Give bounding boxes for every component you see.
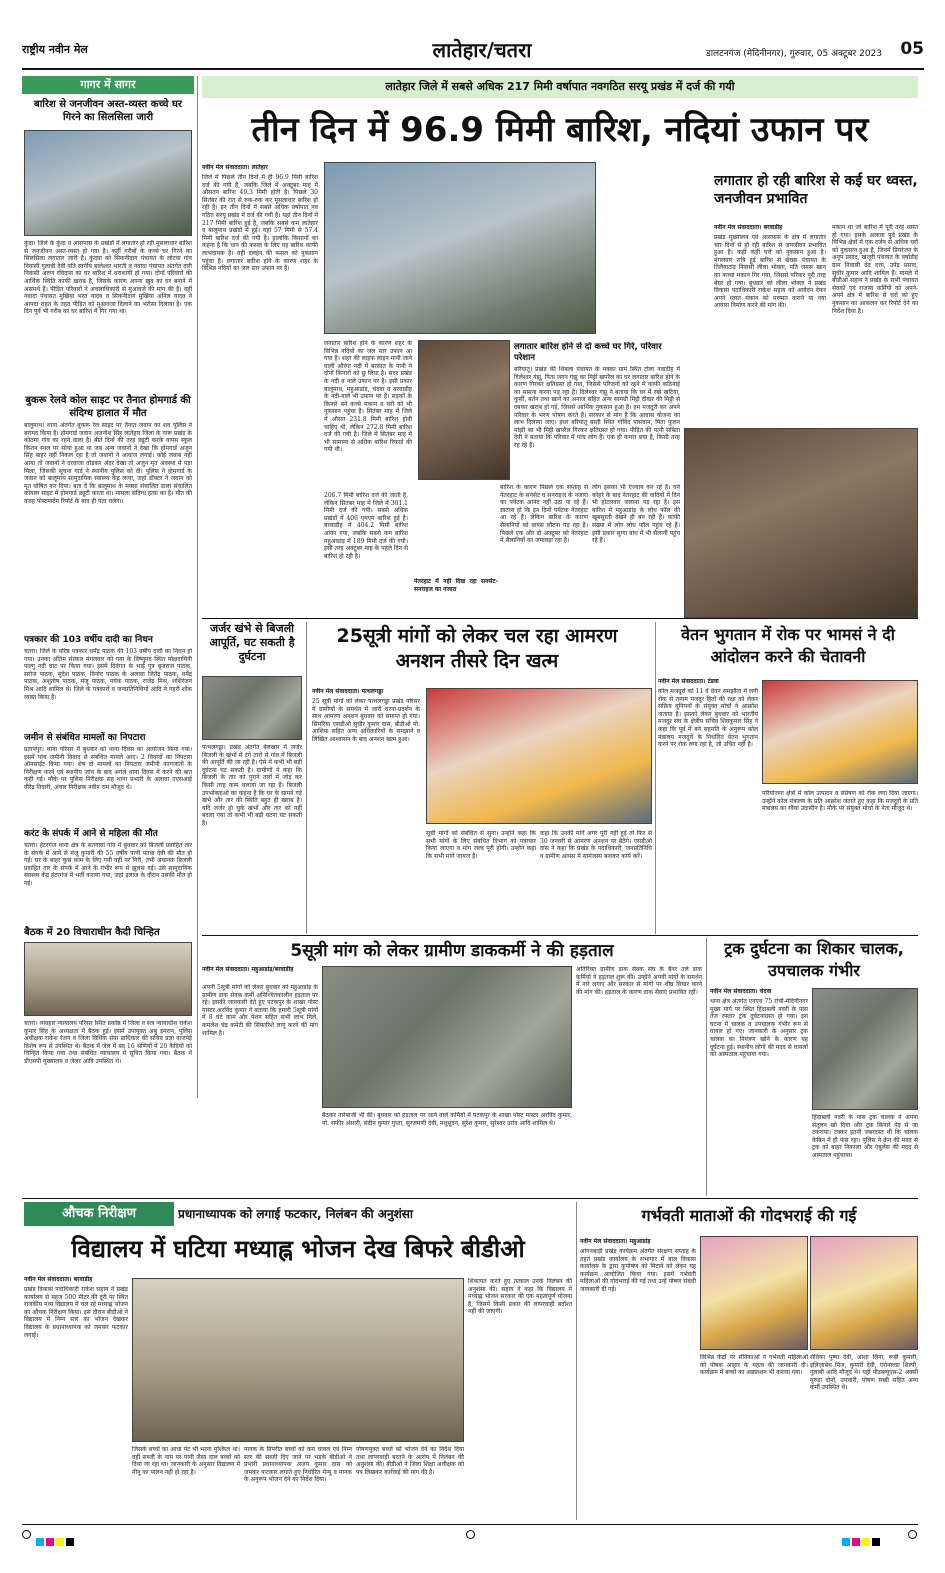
article-dateline: नवीन मेल संवाददाता। पत्थलगड्डा xyxy=(312,688,384,695)
article-dateline: नवीन मेल संवाददाता। टंडवा xyxy=(658,678,719,685)
rally-photo xyxy=(762,680,918,784)
article-body: प्रखंड विकास पदाधिकारी राकेश सहाय ने प्रखंड कार्यालय से महज 500 मीटर की दूरी पर स्थित राजकीय मध्य विद्यालय में चल रहे मध्याह्न भोजन का औचक निरीक्षण किया। इस दौरान बीडीओ ने विद्यालय में निम्न स्तर का भोजन देखकर विद्यालय के प्रधानाध्यापक को जमकर फटकार लगाई। xyxy=(24,1286,128,1339)
yellow-swatch xyxy=(862,1538,870,1546)
article-body: लोग इसका भी एंज्वाय कर रहे हैं। घने कोहरे के बाद नेतरहाट की वादियों में दिन भी होटलवार जलाना पड़ रहा है। इस बारिश में महुआडांड़ के लोध फॉल की खूबसूरती देखने ही बन रही है। काफी संख्या में लोग लोध फॉल पहुंच रहे हैं। इसी प्रकार सुग्गा बांध में भी सैलानी पहुंच रहे हैं। xyxy=(592,484,680,545)
masthead xyxy=(22,34,924,70)
article-body: 25 सूत्री मांगों को लेकर पत्थलगड्डा प्रखंड परिसर में ग्रामीणों के समर्थन में जारी धरना-प्रदर्शन के साथ आमरण अनशन बुधवार को समाप्त हो गया। सिमरिया एसडीओ सुधीर कुमार दास, बीडीओ मो. आशिफ सहित अन्य अधिकारियों के समझाने व लिखित आश्वासन के बाद अनशन खत्म हुआ। xyxy=(312,698,420,743)
registration-mark-icon xyxy=(466,1530,475,1539)
headline: विद्यालय में घटिया मध्याह्न भोजन देख बिफरे बीडीओ xyxy=(71,1235,525,1263)
article-body: विभिन्न केंद्रों पर सेविकाओं ने गर्भवती महिलाओं को पोषक आहार के महत्व की जानकारी दी। कार्यक्रम में बच्चों का अन्नप्राशन भी कराया गया। xyxy=(700,1354,808,1377)
registration-mark-icon xyxy=(22,1530,31,1539)
headline: बैठक में 20 विचाराधीन कैदी चिन्हित xyxy=(24,927,160,938)
article-body: लगातार बारिश होने के कारण शहर के विभिन्न नदियों का जल स्तर उफान आ गया है। शहर की लाइफ लाइन मानी जाने वाली औरंगा नदी में बरसात के पानी ने दोनों किनारों को छू लिया है। सदर प्रखंड के नदी व नाले उफान पर है। इसी प्रकार बालूमाथ, महुआडांड़, चंदवा व बरवाडीह के नदी-नाले भी उफान पर हैं। सड़कों के किनारे बने कच्चे मकान व घरों को भी नुकसान पहुंचा है। सितंबर माह में जिले में औसत 231.8 मिमी बारिश होनी चाहिए थी, लेकिन 272.8 मिमी बारिश दर्ज की गयी है। जिले में सितंबर माह में भी सामान्य से अधिक बारिश रिकार्ड की गयी थी। xyxy=(324,340,412,454)
headline: करंट के संपर्क में आने से महिला की मौत xyxy=(24,829,158,839)
article-body: कुंदा। जिले के कुंदा व आसपास के प्रखंडों में लगातार हो रही मूसलाधार बारिश से जनजीवन अस्त-व्यस्त हो गया है। कहीं गरीबों के कच्चे घर गिरने का सिलसिला लगातार जारी है। कुंदवा को सिकनीदाग पंचायत के लोटवा गांव निवासी गुलाबी देवी पति स्वर्गीय बालेश्वर भारती व नवादा पंचायत अंतर्गत दारी निवासी अरुण रविदास का घर बारिश में धराशायी हो गया। दोनों परिवारों की आर्थिक स्थिति काफी खराब है, जिसके कारण अपना खुद का घर बनाने में असमर्थ हैं। पीड़ित परिवारों ने अंचलाधिकारी से मुआवजे की मांग की है। वहीं नवादा पंचायत मुखिया भरत यादव व सिकनीदाग मुखिया अनिल यादव ने आपदा राहत के तहत पीड़ित को मुआवजा दिलाने का भरोसा दिलाया है। एक दिन पूर्व भी गरीब का घर बारिश में गिर गया था। xyxy=(24,240,192,316)
article-body: थाना क्षेत्र अंतर्गत एनएच 75 रांची-मेदिनीनगर मुख्य मार्ग पर स्थित हिंदाबली नवरी के पास तेज रफ्तार ट्रक दुर्घटनाग्रस्त हो गया। इस घटना में चालक व उपचालक गंभीर रूप से घायल हो गए। जानकारी के अनुसार ट्रक चालक का नियंत्रण खोने के कारण यह दुर्घटना हुई। स्थानीय लोगों की मदद से घायलों को अस्पताल पहुंचाया गया। xyxy=(710,998,808,1059)
strike-photo xyxy=(322,966,572,1108)
lead-kicker: लातेहार जिले में सबसे अधिक 217 मिमी वर्षापात नवगठित सरयू प्रखंड में दर्ज की गयी xyxy=(202,76,918,98)
article-body: बालूमाथ। थाना अंतर्गत बुकरू रेल साइट पर तैनात जवान का शव पुलिस ने बरामद किया है। होमगार्ड जवान अजनोश सिंह लातेहार जिला के गारू प्रखंड के कोठमा गांव का रहने वाला है। बीते दिनों की तरह ड्यूटी करके वापस स्कूल किशन स्थल पर सोया हुआ था जब अन्य जवानों ने देखा कि होमगार्ड अजुन सिंह बाहर नहीं निकल रहा है तो जवानों ने आवाज लगाई। कोई जवाब नहीं आया तो जवानों ने दरवाजा तोड़कर अंदर देखा तो अजुन मृत अवस्था में पड़ा मिला, जिसकी सूचना गार्ड ने स्थानीय पुलिस को दी। पुलिस ने होमगार्ड के जवान को बालूमाथ सामुदायिक स्वास्थ्य केंद्र लाया, जहां डॉक्टर ने जवान को मृत घोषित कर दिया। बता दें कि बालूमाथ के मक्सा संचालित डाला संचालित कोयला साइट में होमगार्ड ड्यूटी करता था। मामला संदिग्ध हत्या का है। मौत की वजह पोस्टमार्टम रिपोर्ट के बाद ही पता चलेगा। xyxy=(24,422,192,505)
headline: पत्रकार की 103 वर्षीय दादी का निधन xyxy=(24,635,153,645)
article-body: आंगनबाड़ी प्रखंड कार्यक्रम अंतर्गत संरक्षण सप्ताह के तहत प्रखंड कार्यालय के सभागार में बाल विकास कार्यालय के द्वारा कुपोषण को मिटाने को लेकर यह कार्यक्रम आयोजित किया गया। इसमें गर्भवती महिलाओं की गोदभराई की गई तथा उन्हें पोषण संबंधी जानकारी दी गई। xyxy=(580,1248,696,1293)
color-swatches-left xyxy=(36,1531,76,1550)
section-rule xyxy=(202,935,918,936)
yellow-swatch xyxy=(56,1538,64,1546)
headline: ट्रक दुर्घटना का शिकार चालक, उपचालक गंभीर xyxy=(724,939,904,980)
registration-mark-icon xyxy=(908,1530,917,1539)
article-body: प्रखंड मुख्यालय एवं आसपास के क्षेत्र में लगातार चार दिनों से हो रही बारिश से जनजीवन प्रभावित हुआ है। कहीं कहीं घरों को नुकसान हुआ है। मंगलवार रात्रि हुई बारिश से छेच्छा पंचायत के तिलैयाटांड़ निवासी लीला भोक्ता, पति जमरू खान का कच्चा मकान गिर गया, जिससे परिवार पूरी तरह बेघर हो गया। बुधवार को लीला भोक्ता ने प्रखंड विकास पदाधिकारी राकेश सहाय को आवेदन देकर अपने ध्वस्त मकान को मरम्मत कराने या नया आवास निर्माण करने की मांग की। xyxy=(714,234,826,310)
masthead-rule xyxy=(22,68,924,70)
article-dateline: नवीन मेल संवाददाता। बरवाडीह xyxy=(714,224,783,231)
news-photo xyxy=(24,130,192,236)
protest-photo xyxy=(426,688,652,824)
pole-photo xyxy=(202,676,302,740)
river-photo xyxy=(324,162,596,334)
page-section-title: लातेहार/चतरा xyxy=(432,38,532,62)
cyan-swatch xyxy=(36,1538,44,1546)
article-dateline: नवीन मेल संवाददाता। लातेहार xyxy=(202,164,268,171)
news-photo xyxy=(24,942,192,1016)
article-dateline: नवीन मेल संवाददाता। महुआडांड़ xyxy=(580,1238,651,1245)
headline: वेतन भुगतान में रोक पर भामसं ने दी आंदोलन करने की चेतावनी xyxy=(681,625,895,666)
article-dateline: नवीन मेल संवाददाता। चंदवा xyxy=(710,988,772,995)
article-body: बरियातू। प्रखंड की शिबला पंचायत के मक्का ग्राम स्थित टोला नवाडीह में दिलेश्वर गंझू, पिता जगन गंझू का मिट्टी खपरैल का घर लगातार बारिश होने के कारण गिरकर क्षतिग्रस्त हो गया, जिससे परिजनों को रहने में काफी कठिनाई का सामना करना पड़ रहा है। दिलेश्वर गंझू ने बताया कि घर में रखे खटिया, कुर्सी, बर्तन तथा खाने का अनाज सहित अन्य सामग्री मिट्टी दीवार की मिट्टी से दबकर खराब हो गई, जिससे आर्थिक नुकसान हुआ है। हम मजदूरी कर अपने परिवार के भरण पोषण करते हैं। सरकार से मांग है कि आवास योजना का लाभ दिलाया जाए। इधर बरियातू बस्ती स्थित गोविंद पासवान, पिता फुलन मांझी का भी मिट्टी खपरैल गिरकर क्षतिग्रस्त हो गया। पीड़ित की पत्नी सबिता देवी ने बताया कि परिवार में पांच लोग हैं। एक ही कमरा बचा है, किसी तरह रह रहे हैं। xyxy=(514,366,680,449)
ceremony-photo xyxy=(700,1236,808,1350)
article-body: चतरा। हंटरगंज थाना क्षेत्र के सतगावां गांव में बुधवार को बिजली प्रवाहित तार के संपर्क में आने से मंजू कुमारी की 55 वर्षीय पत्नी पतवा देवी की मौत हो गई। घर के बाहर कुछ काम के लिए गयी वहीं पर गिरी, तभी अचानक बिजली प्रवाहित तार के संपर्क में आने के गंभीर रूप से झुलस गई। उसे सामुदायिक स्वास्थ्य केंद्र हंटरगंज में भर्ती कराया गया, जहां इलाज के दौरान उसकी मौत हो गई। xyxy=(24,842,192,887)
column-divider xyxy=(576,1202,577,1520)
headline: 25सूत्री मांगों को लेकर चल रहा आमरण अनशन तीसरे दिन खत्म xyxy=(336,625,618,672)
column-divider xyxy=(706,938,707,1196)
article-body: हिंदाबली नवरी के पास ट्रक चालक ने अपना संतुलन खो दिया और ट्रक किनारे पेड़ से जा टकराया। टक्कर इतनी जबरदस्त थी कि चालक केबिन में ही फंस रहा। पुलिस ने क्रेन की मदद से ट्रक को बाहर निकाला और एंबुलेंस की मदद से अस्पताल पहुंचाया। xyxy=(812,1114,918,1159)
column-divider xyxy=(197,76,198,1098)
section-tag: गागर में सागर xyxy=(22,76,194,94)
article-body: चतरा। व्यवहार न्यायालय परिसर स्थित प्रकोष्ठ में जिला व सत्र न्यायाधीश राकेश कुमार सिंह के अध्यक्षता में बैठक हुई। इसमें उपायुक्त अबु इमरान, पुलिस अधीक्षक राकेश रंजन व जिला विधिक सेवा प्राधिकार की सचिव प्रज्ञा वाजपेई विशेष रूप से उपस्थित थे। बैठक में जेल में बंद 16 श्रेणियों में 20 कैदियों को चिन्हित किया गया तथा संबंधित न्यायालय में सूचित किया गया। बैठक में डीएसपी मुख्यालय व जेलर आदि उपस्थित थे। xyxy=(24,1020,192,1065)
article-body: चतरा। जिले के वरिष्ठ पत्रकार धर्मेंद्र पाठक की 103 वर्षीय दादी का निधन हो गया। उनका अंतिम संस्कार मंगलवार को गया के विष्णुपद स्थित मोक्षदायिनी फल्गु नदी घाट पर किया गया। इसमें दिवंगत के भाई पुत्र बृजराज पाठक, सरोज पाठक, सुदेश पाठक, विनोद पाठक के अलावा जितेंद्र पाठक, धर्मेंद्र पाठक, अशुतोष पाठक, मंजू पाठक, मयंक पाठक, राजेंद्र मिश्र, शशिरंजन मिश्र आदि शामिल थे। जिले के पत्रकारों व जनप्रतिनिधियों आदि ने गहरी शोक व्यक्त किया है। xyxy=(24,648,192,701)
article-body: जिसके बच्चों का आधा पेट भी भरना मुश्किल था। वहीं सब्जी के नाम पर पानी जैसा दाल बच्चों को दिया जा रहा था। जानकारी के अनुसार विद्यालय में मीनू का पालन नहीं हो रहा है। xyxy=(132,1446,240,1476)
magenta-swatch xyxy=(46,1538,54,1546)
headline: जमीन से संबंधित मामलों का निपटारा xyxy=(24,733,146,743)
kicker: प्रधानाध्यापक को लगाई फटकार, निलंबन की अनुशंसा xyxy=(178,1207,414,1221)
collapsed-house-photo xyxy=(684,428,918,618)
article-body: प्रतापपुर। थाना परिसर में बुधवार को थाना दिवस का आयोजन किया गया। इसमें पांच जमीनी विवाद से संबंधित मामले आए। 2 विवादों का निपटारा ऑनसाईट किया गया। शेष दो मामलों का निपटारा जमीनी कागजातों के निरीक्षण करने एवं स्थानीय जांच के बाद अगले थाना दिवस में करने की बात कही गई। मौके पर पुलिस निरीक्षक सह थाना प्रभारी के अलावा एएसआई वीरेंद्र तिवारी, अंचल निरीक्षक नवीन राम मौजूद थे। xyxy=(24,746,192,791)
left-column xyxy=(22,76,194,1016)
article-body: बारिश के कारण पिछले एक सप्ताह से नेतरहाट के सनसेट व सनराइज के नजारा का पर्यटक आनंद नहीं उठा पा रहे हैं। ज्ञातव्य हो कि इन दिनों पर्यटक नेतरहाट आ रहे हैं। लेकिन बारिश के कारण सैलानियों को वापस लौटना पड़ रहा है। पिछले एक और दो अक्टूबर को नेतरहाट में सैलानियों का जमावड़ा रहा है। xyxy=(500,484,588,545)
article-body: शिकायत करते हुए तत्काल उनके निलंबन की अनुशंसा की। सहाय ने कहा कि विद्यालय में मध्याह्न भोजन सरकार की एक महत्वपूर्ण योजना है, जिसमें किसी प्रकार की लापरवाही बर्दाश्त नहीं की जाएगी। xyxy=(468,1278,572,1316)
headline: लगातार बारिश होने से दो कच्चे घर गिरे, परिवार परेशान xyxy=(514,342,662,363)
cyan-swatch xyxy=(842,1538,850,1546)
article-body: बैठकर नारेबाजी भी की। बुधवार को हड़ताल पर जाने वाले कर्मियों में पटकपुर के शाखा पोस्ट मास्टर अरविंद कुमार, मो. सफीर अंसारी, संदीप कुमार गुप्ता, सुरजमणी देवी, मधुसूदन, सुरेश कुमार, सुरेश्वर उरांव आदि शामिल थे। xyxy=(322,1112,572,1127)
school-photo xyxy=(132,1278,464,1442)
page-number: 05 xyxy=(900,39,924,59)
article-body: कोल मजदूरों को 11 वें वेतन समझौता में लगी रोक से तमाम मजदूर हितों की रक्षा को लेकर सक्रिय यूनियनों के संयुक्त मोर्चा ने आक्रोश जताया है। इसको लेकर बुधवार को भारतीय मजदूर संघ के क्षेत्रीय सचिव शिवकुमार सिंह ने कहा कि पूर्व में बने सहमति के अनुरूप कोल मंत्रालय मजदूरों के निर्धारित वेतन भुगतान करने पर रोक लगा रहा है, जो उचित नहीं है। xyxy=(658,688,758,749)
headline: गर्भवती माताओं की गोदभराई की गई xyxy=(641,1206,857,1225)
truck-photo xyxy=(812,988,918,1110)
footer-rule xyxy=(22,1524,918,1525)
article-body: मानक के विपरीत बच्चों को कम चावल एवं निम्न स्तर की सब्जी दिए जाने पर भड़के बीडीओ ने प्रभारी प्रधानाध्यापक अजय कुमार दास को जमकर फटकार लगाते हुए निर्धारित मेन्यू व मानक के अनुरूप भोजन देने का निर्देश दिया। xyxy=(244,1446,352,1484)
color-swatches-right xyxy=(842,1531,882,1550)
dateline: डालटनगंज (मेदिनीनगर), गुरुवार, 05 अक्टूबर 2023 xyxy=(705,49,882,59)
headline: लगातार हो रही बारिश से कई घर ध्वस्त, जनजीवन प्रभावित xyxy=(714,173,918,207)
registration-bar xyxy=(22,1530,918,1540)
article-body: परियोजना क्षेत्रों में कोल उत्पादन व संप्रेषण को रोक लगा दिया जाएगा। उन्होंने कोल मंत्रालय के प्रति आक्रोश जताते हुए कहा कि मजदूरों के प्रति मंत्रालय का रवैया उदासीन है। मौके पर संयुक्त मोर्चा के नेता मौजूद थे। xyxy=(762,790,918,813)
article-dateline: नवीन मेल संवाददाता। महुआडांड़/बरवाडीह xyxy=(202,966,294,973)
article-body: मकान था जो बारिश में पूरी तरह ध्वस्त हो गया। इसके अलावा पूर्व प्रखंड के विभिन्न क्षेत्रों में एक दर्जन से अधिक घरों को नुकसान हुआ है, जिनमें प्रियरंजन के अनूप प्रसाद, खजूरी पंचायत के वर्षाडीह ग्राम निवासी देव दत्ता, उपेंद्र प्रसाद, सुधीर कुमार आदि शामिल हैं। मामले में बीडीओ सहाय ने प्रखंड के सभी पंचायत सेवकों एवं राजस्व कर्मियों को अपने-अपने क्षेत्र में बारिश से घरों को हुए नुकसान का आकलन कर रिपोर्ट देने का निर्देश दिया है। xyxy=(832,224,918,315)
headline: बुकरू रेलवे कोल साइट पर तैनात होमगार्ड की संदिग्ध हालात में मौत xyxy=(25,395,191,419)
magenta-swatch xyxy=(852,1538,860,1546)
headline: 5सूत्री मांग को लेकर ग्रामीण डाककर्मी ने की हड़ताल xyxy=(290,941,614,961)
lead-story xyxy=(202,162,918,622)
logo: राष्ट्रीय नवीन मेल xyxy=(22,43,88,56)
article-body: पत्थलगड्डा। प्रखंड अंतर्गत बेलखार में जर्जर बिजली के खंभों में टंगे तारों से गांव में बिजली की आपूर्ति की जा रही है। ऐसे में कभी भी बड़ी दुर्घटना घट सकती है। ग्रामीणों ने कहा कि बिजली के तार को पुराने तारों में जोड़ कर किसी तरह काम चलाया जा रहा है। बिजली उपभोक्ताओं का कहना है कि घर के सामने गड़े खंभे और तार की स्थिति बहुत ही खराब है। यदि जर्जर हो चुके खंभों और तार को नहीं बदला गया तो कभी भी बड़ी घटना घट सकती है। xyxy=(202,744,302,827)
black-swatch xyxy=(872,1538,880,1546)
lead-headline: तीन दिन में 96.9 मिमी बारिश, नदियां उफान पर xyxy=(251,110,869,150)
ceremony-photo xyxy=(810,1236,918,1350)
wrecked-house-photo xyxy=(418,340,510,480)
article-dateline: नवीन मेल संवाददाता। बरवाडीह xyxy=(24,1276,93,1283)
article-body: सूची मांगों को संबंधित से सुना। उन्होंने कहा कि सभी मांगों के लिए संबंधित विभाग को पत्राचार किया जाएगा व मांग जल्द पूरी होगी। उन्होंने कहा कि सभी मांगें जायज हैं। xyxy=(426,830,536,860)
section-rule xyxy=(22,1198,918,1199)
section-rule xyxy=(202,618,918,619)
article-body: अपनी 5सूत्री मांगों को लेकर बुधवार को महुआडांड़ के ग्रामीण डाक सेवक कर्मी अनिश्चितकालीन हड़ताल पर रहे। इसकी जानकारी देते हुए पटकपुर के शाखा पोस्ट मास्टर अरविंद कुमार ने बताया कि हमारी 5सूत्री मांगों में 8 घंटे काम और पेंशन सहित सभी लाभ मिले, कमलेश चंद्र कमेटी की सिफारिशें लागू करने की मांग शामिल है। xyxy=(202,984,318,1037)
article-body: 206.7 मिमी बारिश दर्ज की जाती है, लेकिन सितंबर माह में जिले में 301.1 मिमी दर्ज की गयी। सबसे अधिक प्रखंडों में 406 एमएम बारिश हुई है। बरवाडीह में 404.2 मिमी बारिश आंका गया, जबकि सबसे कम बारिश महुआडांड़ में 189 मिमी दर्ज की गयी। इसी तरह अक्टूबर माह के पहले दिन से बारिश हो रही है। xyxy=(324,492,408,560)
article-body: अतिरिक्त ग्रामीण डाक सेवक संघ के बैनर तले डाक कर्मियों ने हड़ताल शुरू की। उन्होंने अपनी मांगों के समर्थन में नारे लगाए और सरकार से मांगों पर शीघ्र विचार करने की मांग की। हड़ताल के कारण डाक सेवाएं प्रभावित रहीं। xyxy=(576,966,702,996)
article-body: जिले में पिछले तीन दिनों में ही 96.9 मिमी बारिश दर्ज की गयी है, जबकि जिले में अक्टूबर माह में औसतन बारिश 49.3 मिमी होती है। पिछले 30 सितंबर की रात से रुक-रुक कर मूसलाधार बारिश हो रही है। इन तीन दिनों में सबसे अधिक वर्षापात नव गठित सरयू प्रखंड में दर्ज की गयी है। यहां तीन दिनों में 217 मिमी बारिश हुई है, जबकि सबसे कम लातेहार व बालूमाथ प्रखंडों में हुई। यहां 57 मिमी से 57.4 मिमी बारिश दर्ज की गयी है। हालांकि किसानों का कहना है कि धान की फसल के लिए यह बारिश काफी लाभदायक है। वहीं दलहन की फसल को नुकसान पहुंचा है। लगातार बारिश होने के कारण शहर के विभिन्न नदियों का जल स्तर उफान पर है। xyxy=(202,174,318,273)
headline: बारिश से जनजीवन अस्त-व्यस्त कच्चे घर गिरने का सिलसिला जारी xyxy=(33,99,183,123)
section-tag: औचक निरीक्षण xyxy=(24,1202,174,1226)
article-body: कहा कि उनकी मांगें अगर पूरी नहीं हुई तो फिर से 30 जनवरी से आमरण अनशन पर बैठेंगे। एसडीओ दास ने कहा कि प्रखंड के पदाधिकारी, जनप्रतिनिधि व ग्रामीण आपस में सामंजस्य बनाकर कार्य करें। xyxy=(540,830,652,860)
column-divider xyxy=(306,622,307,934)
article-body: सेविका पुष्पा देवी, आशा लिना, रूबी कुमारी, इलिज़ाबेथ मिंज, कुमारी देवी, एरोनाल्डा शिल्पी, गुलाबी आदि मौजूद थे। यहीं पीडब्ल्यूएस-2 अक्सी मुरुडा दोनों, उपचारी, पोषण सखी सहित अन्य कर्मी उपस्थित थे। xyxy=(810,1354,918,1392)
column-divider xyxy=(655,622,656,934)
article-subhead: नेतरहाट में नहीं दिख रहा सनसेट-सनराइज का नजारा xyxy=(414,578,498,593)
headline: जर्जर खंभे से बिजली आपूर्ति, घट सकती है दुर्घटना xyxy=(209,622,295,663)
article-body: पोषणयुक्त बच्चों को भोजन देने का निर्देश दिया तथा लापरवाही बरतने के आरोप में निलंबन की अनुशंसा की। बीडीओ ने जिला शिक्षा अधीक्षक को पत्र लिखकर कार्रवाई की मांग की है। xyxy=(356,1446,464,1476)
black-swatch xyxy=(66,1538,74,1546)
